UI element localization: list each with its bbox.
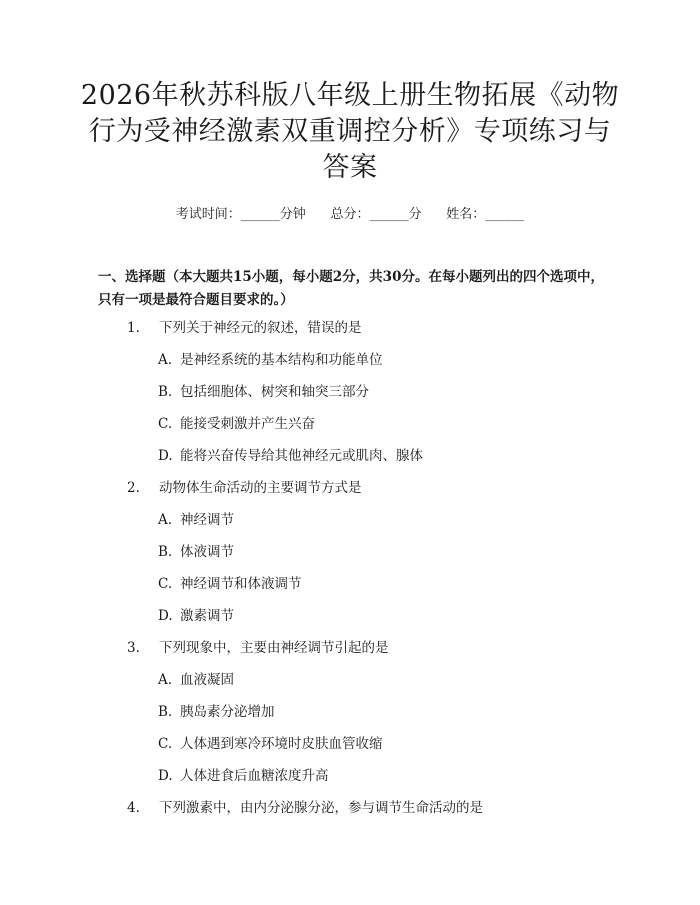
question-1-option-c bbox=[158, 414, 315, 434]
question-number: 1. bbox=[127, 320, 140, 336]
question-3-option-b bbox=[158, 702, 275, 722]
option-text: 包括细胞体、树突和轴突三部分 bbox=[180, 384, 369, 400]
question-1-option-a bbox=[158, 350, 383, 370]
option-letter: C. bbox=[158, 736, 173, 752]
option-letter: B. bbox=[158, 544, 173, 560]
option-text: 激素调节 bbox=[180, 608, 234, 624]
option-text: 能接受刺激并产生兴奋 bbox=[180, 416, 315, 432]
question-2 bbox=[127, 478, 362, 498]
question-text: 下列关于神经元的叙述，错误的是 bbox=[159, 320, 362, 336]
question-3-option-a bbox=[158, 670, 234, 690]
question-text: 下列激素中，由内分泌腺分泌，参与调节生命活动的是 bbox=[159, 800, 483, 816]
question-number: 3. bbox=[127, 640, 140, 656]
option-text: 神经调节和体液调节 bbox=[180, 576, 302, 592]
question-1-option-b bbox=[158, 382, 369, 402]
section-heading: 一、选择题（本大题共15小题，每小题2分，共30分。在每小题列出的四个选项中，只有一项是最符合题目要求的。） bbox=[98, 269, 604, 308]
question-1-option-d bbox=[158, 446, 423, 466]
question-text: 动物体生命活动的主要调节方式是 bbox=[159, 480, 362, 496]
option-letter: A. bbox=[158, 512, 173, 528]
option-letter: A. bbox=[158, 672, 173, 688]
question-3-option-d bbox=[158, 766, 329, 786]
question-4 bbox=[127, 798, 483, 818]
option-letter: A. bbox=[158, 352, 173, 368]
question-2-option-d bbox=[158, 606, 234, 626]
question-3-option-c bbox=[158, 734, 383, 754]
option-text: 能将兴奋传导给其他神经元或肌肉、腺体 bbox=[180, 448, 423, 464]
question-number: 4. bbox=[127, 800, 140, 816]
question-text: 下列现象中，主要由神经调节引起的是 bbox=[159, 640, 389, 656]
option-text: 神经调节 bbox=[180, 512, 234, 528]
question-number: 2. bbox=[127, 480, 140, 496]
option-letter: C. bbox=[158, 416, 173, 432]
option-text: 是神经系统的基本结构和功能单位 bbox=[180, 352, 383, 368]
question-2-option-b bbox=[158, 542, 234, 562]
option-text: 人体遇到寒冷环境时皮肤血管收缩 bbox=[180, 736, 383, 752]
option-text: 人体进食后血糖浓度升高 bbox=[180, 768, 329, 784]
option-letter: D. bbox=[158, 768, 173, 784]
option-letter: B. bbox=[158, 704, 173, 720]
option-text: 胰岛素分泌增加 bbox=[180, 704, 275, 720]
option-letter: C. bbox=[158, 576, 173, 592]
question-2-option-a bbox=[158, 510, 234, 530]
option-letter: B. bbox=[158, 384, 173, 400]
question-2-option-c bbox=[158, 574, 302, 594]
question-3 bbox=[127, 638, 389, 658]
option-letter: D. bbox=[158, 608, 173, 624]
exam-info-line: 考试时间：______分钟 总分：______分 姓名：______ bbox=[175, 207, 525, 222]
option-text: 血液凝固 bbox=[180, 672, 234, 688]
option-letter: D. bbox=[158, 448, 173, 464]
question-1 bbox=[127, 318, 362, 338]
option-text: 体液调节 bbox=[180, 544, 234, 560]
document-title: 2026年秋苏科版八年级上册生物拓展《动物行为受神经激素双重调控分析》专项练习与答案 bbox=[80, 80, 620, 183]
